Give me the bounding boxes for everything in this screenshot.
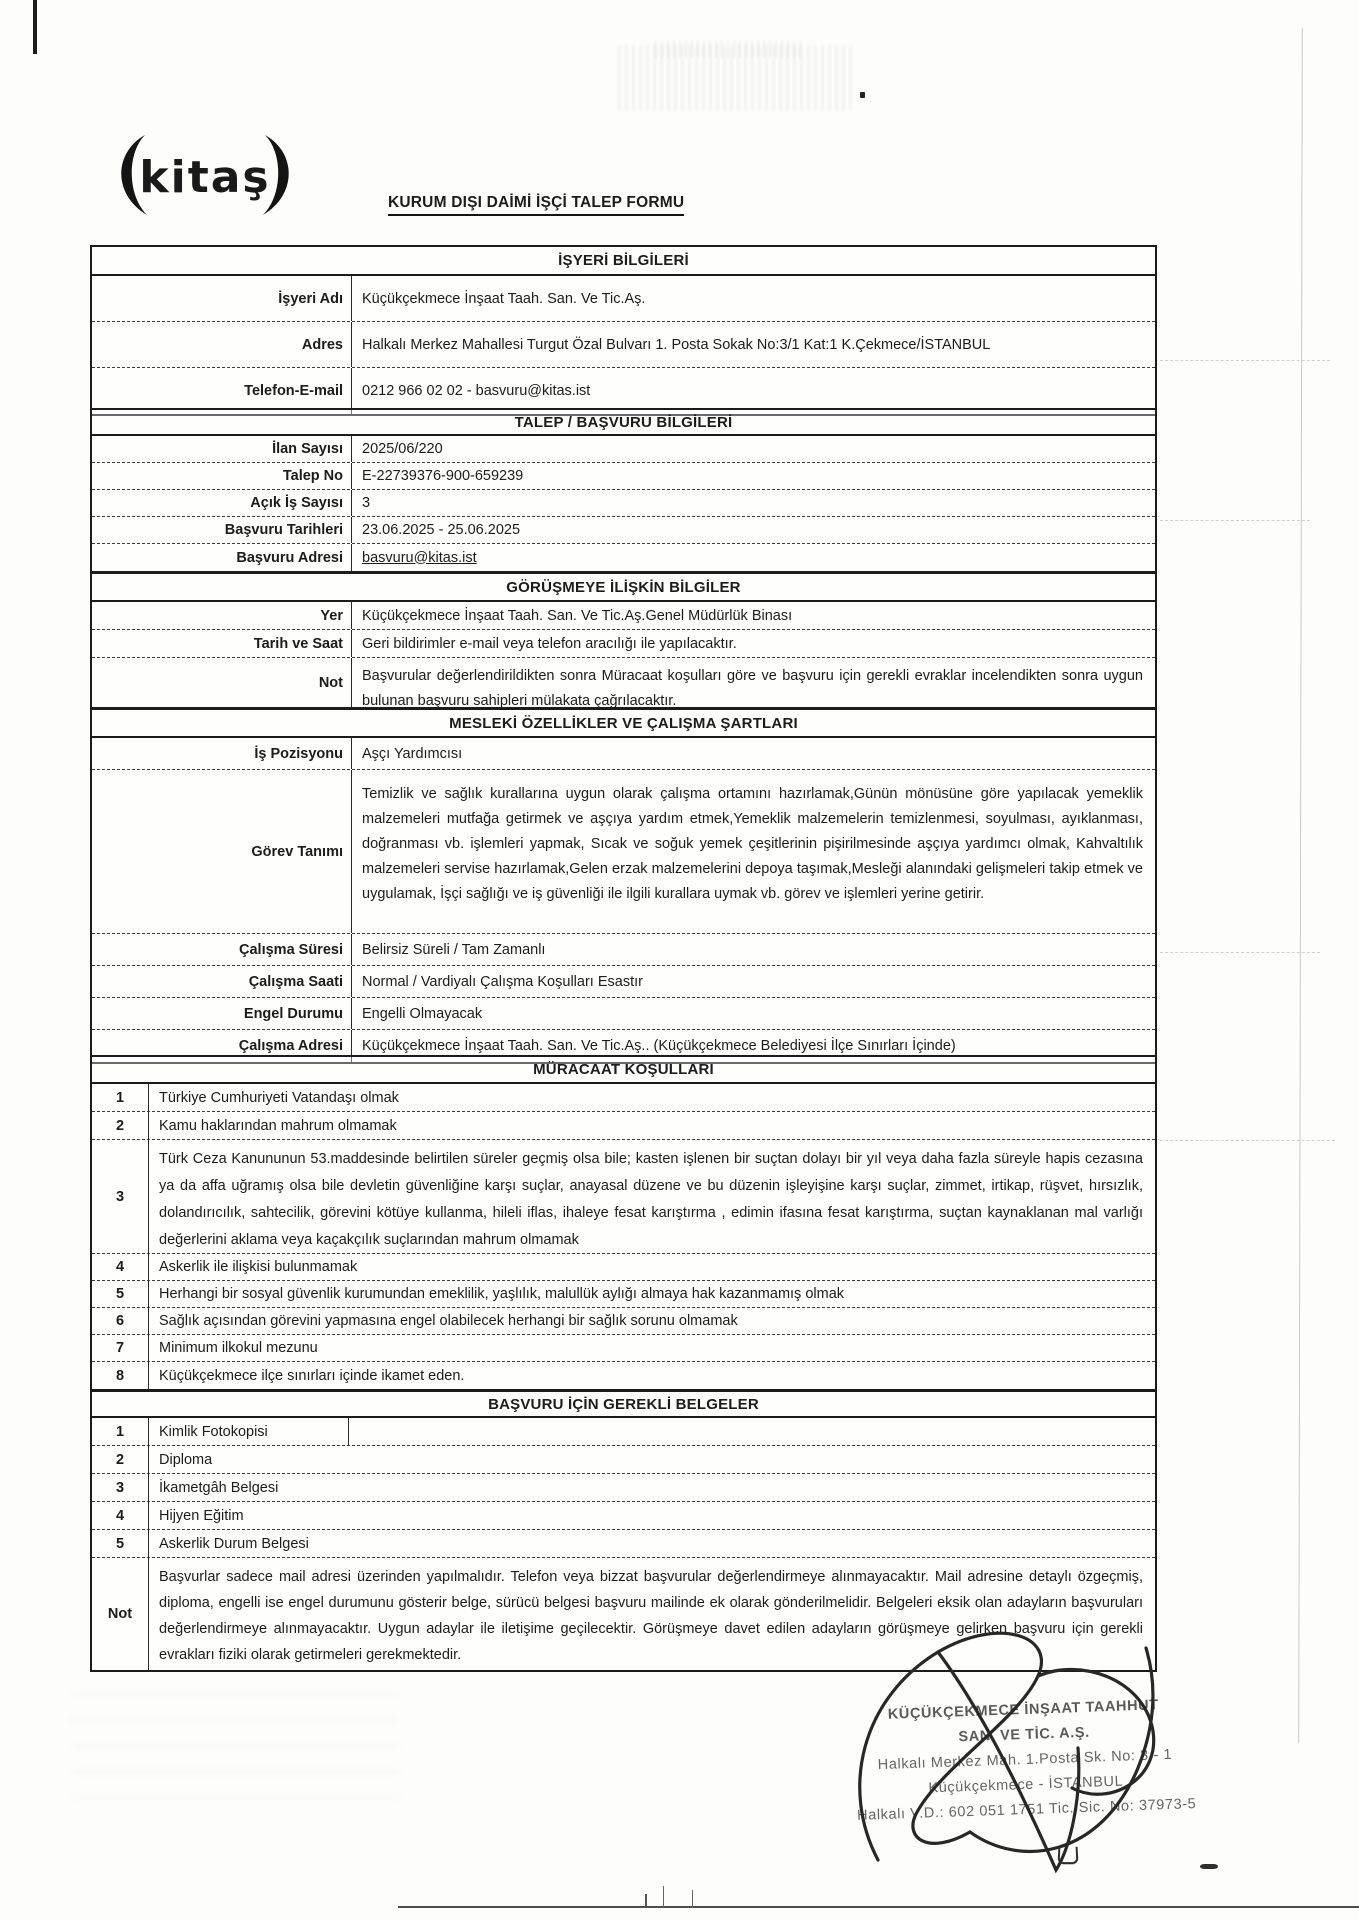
stamp-line: Küçükçekmece - İSTANBUL (928, 1773, 1124, 1797)
scan-dash-artifact (1160, 360, 1330, 361)
row-label: Adres (92, 322, 352, 367)
stamp-line: Halkalı Merkez Mah. 1.Posta Sk. No: 3 - 1 (877, 1746, 1173, 1774)
application-email: basvuru@kitas.ist (362, 549, 477, 566)
row-value: Başvurular değerlendirildikten sonra Müracaat koşulları göre ve başvuru için gerekli evraklar incelendikten sonra uygun bulunan başvuru sahipleri mülakata çağrılacaktır. (362, 668, 1143, 709)
table-row (92, 517, 1155, 544)
scan-tick (692, 1890, 693, 1908)
item-text: Hijyen Eğitim (159, 1507, 244, 1524)
table-row (92, 1446, 1155, 1474)
row-label: Çalışma Saati (92, 966, 352, 997)
table-talep-basvuru (90, 408, 1157, 573)
item-text: Minimum ilkokul mezunu (159, 1340, 318, 1356)
table-row (92, 1335, 1155, 1362)
table-row (92, 1308, 1155, 1335)
table-row (92, 934, 1155, 966)
row-label: Yer (92, 602, 352, 629)
item-number: 5 (92, 1530, 149, 1557)
item-text: Sağlık açısından görevini yapmasına engel olabilecek herhangi bir sağlık sorunu olmamak (159, 1313, 738, 1329)
table-isyeri-bilgileri (90, 245, 1157, 416)
table-row (92, 276, 1155, 322)
row-value: Küçükçekmece İnşaat Taah. San. Ve Tic.Aş.Genel Müdürlük Binası (362, 607, 793, 624)
item-text: Türk Ceza Kanununun 53.maddesinde belirtilen süreler geçmiş olsa bile; kasten işlenen bir suçtan dolayı bir yıl veya daha fazla süreyle hapis cezasına ya da affa uğramış olsa bile devletin güvenliğine karşı suçlar, anayasal düzene ve bu düzenin işleyişine karşı suçlar, zimmet, irtikap, rüşvet, hırsızlık, dolandırıcılık, sahtecilik, görevini kötüye kullanma, hileli iflas, ihaleye fesat karıştırma , edimin ifasına fesat karıştırma, suçtan kaynaklanan mal varlığı değerlerini aklama veya kaçakçılık suçlarından mahrum olmamak (159, 1151, 1143, 1248)
item-number: 3 (92, 1474, 149, 1501)
row-label: Talep No (92, 463, 352, 489)
stamp-line: Halkalı V.D.: 602 051 1751 Tic. Sic. No: 37973-5 (856, 1796, 1197, 1824)
item-number: 2 (92, 1446, 149, 1473)
item-text: Küçükçekmece ilçe sınırları içinde ikamet eden. (159, 1367, 465, 1384)
table-row (92, 770, 1155, 934)
scan-line-bottom (398, 1906, 1359, 1908)
row-value: Küçükçekmece İnşaat Taah. San. Ve Tic.Aş. (362, 290, 646, 307)
item-text: Askerlik ile ilişkisi bulunmamak (159, 1259, 358, 1275)
table-row (92, 1281, 1155, 1308)
item-number: 2 (92, 1112, 149, 1139)
row-label: İlan Sayısı (92, 436, 352, 462)
table-row (92, 998, 1155, 1030)
item-number: 5 (92, 1281, 149, 1307)
row-label: Çalışma Adresi (92, 1030, 352, 1062)
ink-dot-artifact (860, 92, 865, 98)
section-header: BAŞVURU İÇİN GEREKLİ BELGELER (92, 1392, 1155, 1418)
section-header: TALEP / BAŞVURU BİLGİLERİ (92, 410, 1155, 436)
row-label: Başvuru Tarihleri (92, 517, 352, 543)
scan-dash-artifact (1160, 1140, 1335, 1141)
row-value: E-22739376-900-659239 (362, 468, 524, 484)
item-text: Kimlik Fotokopisi (149, 1418, 349, 1445)
table-row (92, 490, 1155, 517)
row-value: Halkalı Merkez Mahallesi Turgut Özal Bulvarı 1. Posta Sokak No:3/1 Kat:1 K.Çekmece/İSTANBUL (362, 336, 991, 353)
table-row (92, 1140, 1155, 1254)
ghost-text-artifact (70, 1690, 400, 1800)
table-mesleki-ozellikler (90, 708, 1157, 1064)
section-header: MESLEKİ ÖZELLİKLER VE ÇALIŞMA ŞARTLARI (92, 710, 1155, 738)
scan-tick (663, 1886, 664, 1908)
table-row (92, 1254, 1155, 1281)
scan-dash-artifact (1160, 520, 1310, 521)
table-row (92, 436, 1155, 463)
scan-dash-artifact (1160, 952, 1320, 953)
table-row (92, 1112, 1155, 1140)
row-value: 23.06.2025 - 25.06.2025 (362, 522, 521, 538)
item-text: İkametgâh Belgesi (159, 1479, 279, 1496)
row-value: Belirsiz Süreli / Tam Zamanlı (362, 941, 546, 958)
row-value: 2025/06/220 (362, 441, 443, 457)
note-text: Başvurlar sadece mail adresi üzerinden yapılmalıdır. Telefon veya bizzat başvurular değerlendirmeye alınmayacaktır. Mail adresine detaylı özgeçmiş, diploma, engelli ise engel durumunu gösterir belge, sürücü belgesi başvuru mailinde ek olarak gönderilmelidir. Belgeleri eksik olan adayların başvuruları değerlendirmeye alınmayacaktır. Uygun adaylar ile iletişime geçilecektir. Görüşmeye davet edilen adayların görüşmeye gelirken başvuru için gerekli evrakları fiziki olarak getirmeleri gerekmektedir. (159, 1569, 1143, 1663)
section-header: MÜRACAAT KOŞULLARI (92, 1057, 1155, 1084)
table-row (92, 322, 1155, 368)
row-value: Temizlik ve sağlık kurallarına uygun olarak çalışma ortamını hazırlamak,Günün mönüsüne göre yapılacak yemeklik malzemeleri mutfağa getirmek ve aşçıya yardım etmek,Yemeklik malzemelerin temizlenmesi, soyulması, ayıklanması, doğranması vb. işlemleri yapmak, Sıcak ve soğuk yemek çeşitlerinin pişirilmesinde aşçıya yardımcı olmak, Kahvaltılık malzemeleri servise hazırlamak,Gelen erzak malzemelerini depoya taşımak,Mesleği alanındaki gelişmeleri takip etmek ve uygulamak, İşçi sağlığı ve iş güvenliği ile ilgili kurallara uymak vb. görev ve işlemleri yerine getirir. (362, 786, 1143, 902)
item-number: 1 (92, 1084, 149, 1111)
faded-watermark (618, 45, 856, 111)
scan-tick (645, 1894, 647, 1908)
signature-scrawl (820, 1618, 1220, 1888)
row-value: 0212 966 02 02 - basvuru@kitas.ist (362, 383, 591, 399)
scan-fold-line-right (1298, 28, 1303, 1743)
row-value: Küçükçekmece İnşaat Taah. San. Ve Tic.Aş.. (Küçükçekmece Belediyesi İlçe Sınırları İçinde) (362, 1038, 956, 1054)
stamp-line: SAN. VE TİC. A.Ş. (958, 1724, 1091, 1746)
item-text: Kamu haklarından mahrum olmamak (159, 1117, 397, 1134)
row-label: Çalışma Süresi (92, 934, 352, 965)
table-gorusme-bilgileri (90, 572, 1157, 709)
row-label: İş Pozisyonu (92, 738, 352, 769)
kitas-logo-graphic (105, 133, 305, 217)
logo-wordmark: kitaş (139, 152, 271, 203)
item-number: 3 (92, 1140, 149, 1253)
faded-watermark-top (655, 40, 805, 58)
item-text: Herhangi bir sosyal güvenlik kurumundan emeklilik, yaşlılık, malullük aylığı almaya hak kazanmamış olmak (159, 1286, 845, 1302)
table-row (92, 1084, 1155, 1112)
table-row (92, 602, 1155, 630)
row-label: Telefon-E-mail (92, 368, 352, 414)
table-row (92, 1502, 1155, 1530)
row-label: Engel Durumu (92, 998, 352, 1029)
kitas-logo (105, 133, 305, 217)
scan-edge-mark-left (33, 0, 37, 54)
row-label: Açık İş Sayısı (92, 490, 352, 516)
table-row (92, 658, 1155, 707)
table-row (92, 630, 1155, 658)
table-row (92, 1530, 1155, 1558)
empty-cell (349, 1418, 1155, 1445)
row-label: Tarih ve Saat (92, 630, 352, 657)
item-number: 6 (92, 1308, 149, 1334)
item-text: Diploma (159, 1451, 213, 1468)
row-value: 3 (362, 495, 371, 511)
item-number: 7 (92, 1335, 149, 1361)
item-number: 4 (92, 1502, 149, 1529)
row-value: Geri bildirimler e-mail veya telefon aracılığı ile yapılacaktır. (362, 635, 737, 652)
table-row (92, 738, 1155, 770)
item-number: 1 (92, 1418, 149, 1445)
section-header: İŞYERİ BİLGİLERİ (92, 247, 1155, 276)
table-row (92, 544, 1155, 571)
table-row (92, 1418, 1155, 1446)
item-number: 4 (92, 1254, 149, 1280)
form-title: KURUM DIŞI DAİMİ İŞÇİ TALEP FORMU (388, 194, 684, 216)
row-label: Başvuru Adresi (92, 544, 352, 571)
table-row (92, 1474, 1155, 1502)
item-number: 8 (92, 1362, 149, 1389)
item-text: Türkiye Cumhuriyeti Vatandaşı olmak (159, 1089, 399, 1106)
row-value: Engelli Olmayacak (362, 1005, 483, 1022)
table-row (92, 1362, 1155, 1389)
row-value: Normal / Vardiyalı Çalışma Koşulları Esastır (362, 973, 643, 990)
row-label: Not (92, 658, 352, 707)
section-header: GÖRÜŞMEYE İLİŞKİN BİLGİLER (92, 574, 1155, 602)
stamp-line: KÜÇÜKÇEKMECE İNŞAAT TAAHHUT (887, 1697, 1159, 1723)
row-label: Not (92, 1558, 149, 1670)
row-value: Aşçı Yardımcısı (362, 745, 463, 762)
item-text: Askerlik Durum Belgesi (159, 1535, 309, 1552)
table-row (92, 463, 1155, 490)
table-muracaat-kosullari (90, 1055, 1157, 1391)
row-label: İşyeri Adı (92, 276, 352, 321)
table-row (92, 966, 1155, 998)
row-label: Görev Tanımı (92, 770, 352, 933)
